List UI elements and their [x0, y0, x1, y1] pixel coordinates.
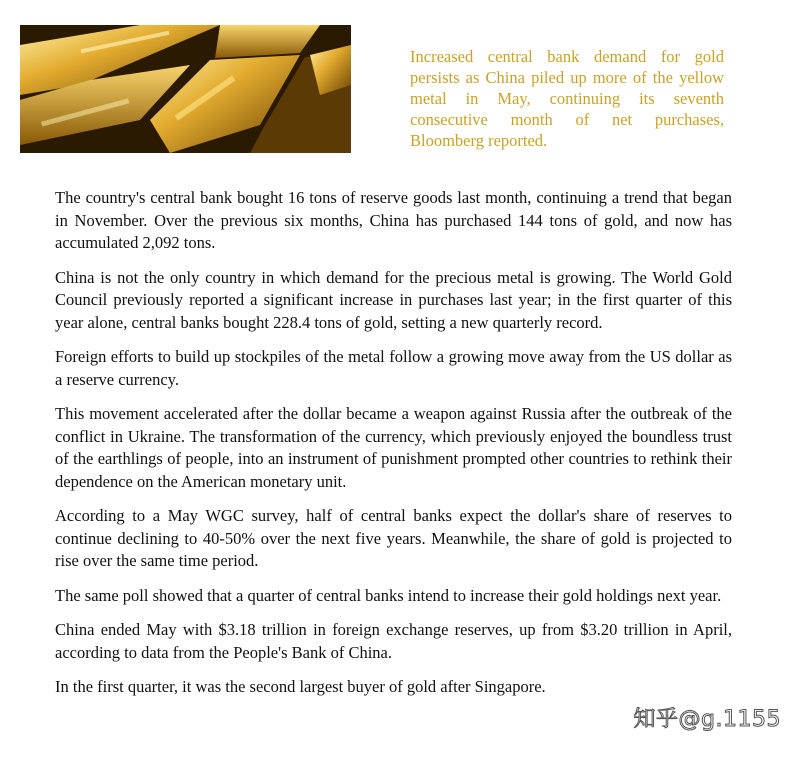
paragraph: This movement accelerated after the dollar became a weapon against Russia after the outbreak of the conflict in Ukraine. The transformation of the currency, which previously enjoyed the boundless trust of the earthlings of people, into an instrument of punishment prompted other countries to rethink their dependence on the American monetary unit. — [55, 404, 732, 491]
paragraph: The country's central bank bought 16 tons of reserve goods last month, continuing a trend that began in November. Over the previous six months, China has purchased 144 tons of gold, and now has accumulated 2,092 tons. — [55, 188, 732, 252]
watermark: 知乎@g.1155 — [633, 707, 781, 732]
paragraph: China is not the only country in which demand for the precious metal is growing. The World Gold Council previously reported a significant increase in purchases last year; in the first quarter of this year alone, central banks bought 228.4 tons of gold, setting a new quarterly record. — [55, 267, 732, 332]
paragraph: In the first quarter, it was the second largest buyer of gold after Singapore. — [55, 677, 546, 696]
paragraph: According to a May WGC survey, half of central banks expect the dollar's share of reserves to continue declining to 40-50% over the next five years. Meanwhile, the share of gold is projected to rise over the same time period. — [55, 506, 732, 570]
paragraph: The same poll showed that a quarter of central banks intend to increase their gold holdings next year. — [55, 585, 722, 605]
paragraph: China ended May with $3.18 trillion in foreign exchange reserves, up from $3.20 trillion in April, according to data from the People's Bank of China. — [55, 620, 732, 662]
gold-bars-image — [20, 25, 351, 153]
article-body — [55, 187, 732, 711]
lede-text: Increased central bank demand for gold persists as China piled up more of the yellow metal in May, continuing its seventh consecutive month of net purchases, Bloomberg reported. — [410, 47, 724, 150]
paragraph: Foreign efforts to build up stockpiles of the metal follow a growing move away from the US dollar as a reserve currency. — [55, 347, 732, 389]
